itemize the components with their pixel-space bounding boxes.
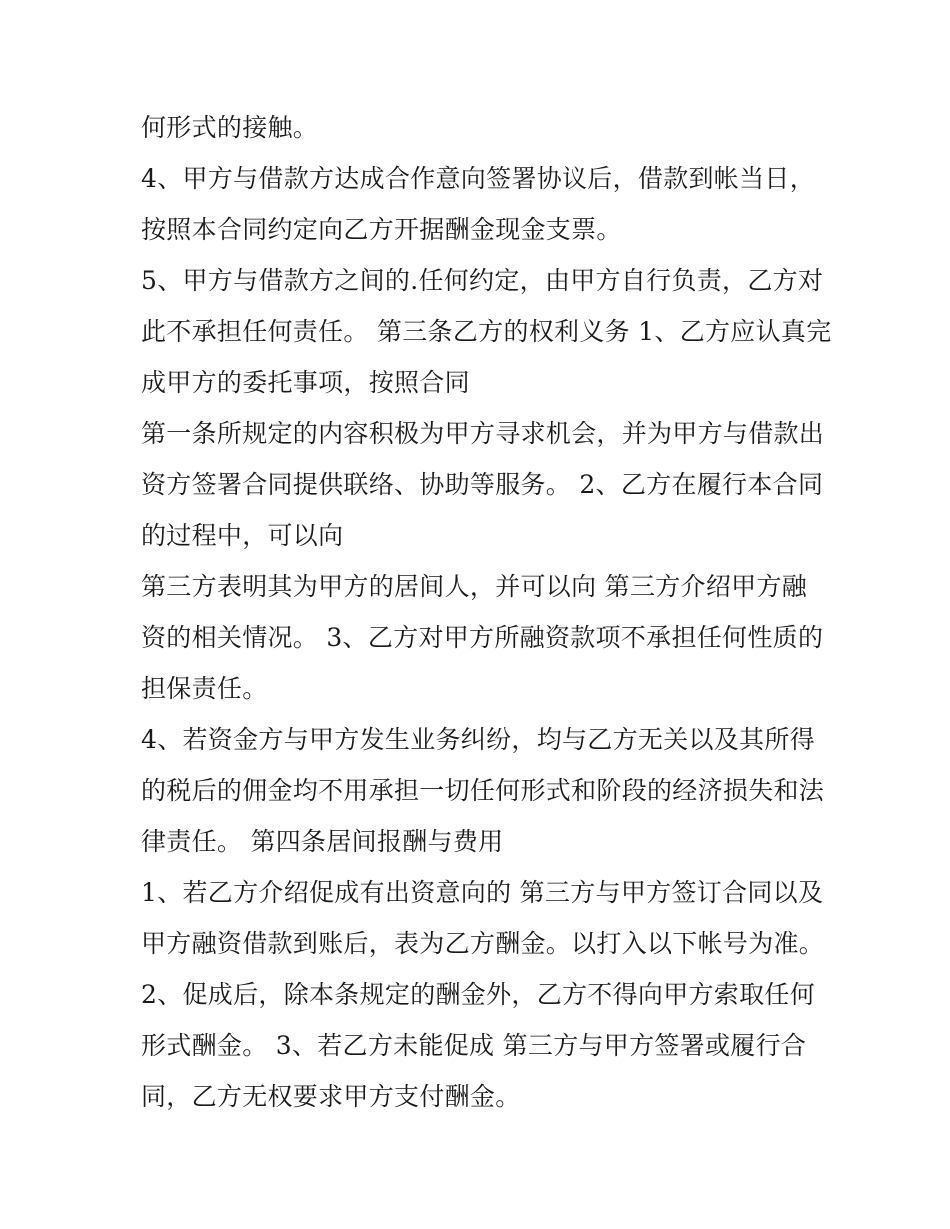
text-line: 何形式的接触。 (141, 113, 319, 142)
text-line: 的过程中，可以向 (141, 521, 344, 550)
text-line: 资方签署合同提供联络、协助等服务。 2、乙方在履行本合同 (141, 470, 824, 499)
text-line: 第一条所规定的内容积极为甲方寻求机会，并为甲方与借款出 (141, 419, 825, 448)
text-line: 2、促成后，除本条规定的酬金外，乙方不得向甲方索取任何 (141, 980, 816, 1009)
text-line: 此不承担任何责任。 第三条乙方的权利义务 1、乙方应认真完 (141, 317, 832, 346)
text-line: 甲方融资借款到账后，表为乙方酬金。以打入以下帐号为准。 (141, 929, 825, 958)
text-line: 形式酬金。 3、若乙方未能促成 第三方与甲方签署或履行合 (141, 1031, 807, 1060)
text-line: 成甲方的委托事项，按照合同 (141, 368, 470, 397)
text-line: 同，乙方无权要求甲方支付酬金。 (141, 1082, 521, 1111)
text-line: 按照本合同约定向乙方开据酬金现金支票。 (141, 215, 622, 244)
text-line: 担保责任。 (141, 674, 268, 703)
text-line: 第三方表明其为甲方的居间人，并可以向 第三方介绍甲方融 (141, 572, 808, 601)
text-line: 4、若资金方与甲方发生业务纠纷，均与乙方无关以及其所得 (141, 725, 816, 754)
text-line: 的税后的佣金均不用承担一切任何形式和阶段的经济损失和法 (141, 776, 825, 805)
text-line: 5、甲方与借款方之间的.任何约定，由甲方自行负责，乙方对 (141, 266, 824, 295)
text-line: 4、甲方与借款方达成合作意向签署协议后，借款到帐当日， (141, 164, 816, 193)
text-line: 律责任。 第四条居间报酬与费用 (141, 827, 504, 856)
text-line: 1、若乙方介绍促成有出资意向的 第三方与甲方签订合同以及 (141, 878, 824, 907)
text-line: 资的相关情况。 3、乙方对甲方所融资款项不承担任何性质的 (141, 623, 824, 652)
